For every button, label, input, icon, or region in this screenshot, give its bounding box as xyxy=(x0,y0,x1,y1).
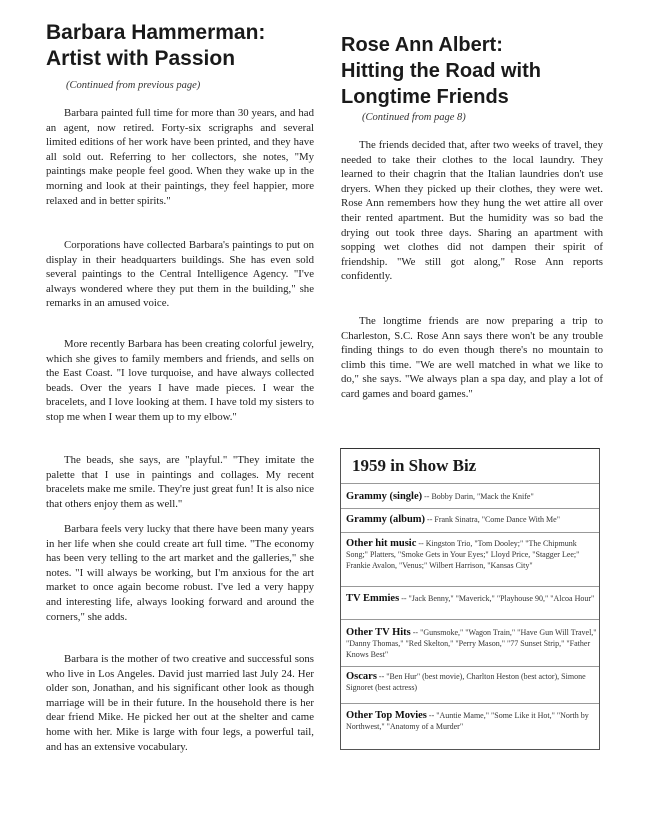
showbiz-item-sep: -- xyxy=(422,492,432,501)
showbiz-title: 1959 in Show Biz xyxy=(352,456,477,475)
showbiz-item-text: Bobby Darin, "Mack the Knife" xyxy=(431,492,534,501)
left-paragraph: Corporations have collected Barbara's paintings to put on display in their headquarters buildings. She has even sold several paintings to the Central Intelligence Agency. "I've always wondered where they put them in the building," she remarks in an amused voice. xyxy=(46,239,314,310)
divider xyxy=(341,619,599,620)
left-paragraph: Barbara painted full time for more than 30 years, and had an agent, now retired. Forty-six scrigraphs and several limited editions of her work have been printed, and they have all sold out. Referring to her collectors, she notes, "My paintings make people feel good. When they wake up in the morning and look at their paintings, they feel happier, more relaxed and in better spirits." xyxy=(46,107,314,207)
divider xyxy=(341,703,599,704)
showbiz-item-head: Grammy (single) xyxy=(346,491,423,502)
divider xyxy=(341,586,599,587)
showbiz-item-sep: -- xyxy=(399,594,409,603)
divider xyxy=(341,666,599,667)
showbiz-item xyxy=(346,491,598,502)
showbiz-item-text: Frank Sinatra, "Come Dance With Me" xyxy=(434,515,560,524)
left-title-line2: Artist with Passion xyxy=(46,47,236,70)
left-paragraph: The beads, she says, are "playful." "They imitate the palette that I use in paintings and collages. My recent bracelets make me smile. They're just great fun! It is also nice that others enjoy them as well." xyxy=(46,454,314,510)
right-paragraph: The friends decided that, after two weeks of travel, they needed to take their clothes to the local laundry. They learned to their chagrin that the Italian laundries don't use dryers. When they picked up their clothes, they were wet. Rose Ann remembers how they hung the wet attire all over their rented apartment. But the humidity was so bad the drying out took three days. Sharing an apartment with sopping wet clothes did not dampen their spirit of friendship. "We still got along," Rose Ann reports confidently. xyxy=(341,139,603,283)
divider xyxy=(341,508,599,509)
divider xyxy=(341,532,599,533)
showbiz-item xyxy=(346,671,598,693)
showbiz-item-sep: -- xyxy=(376,672,387,681)
showbiz-item xyxy=(346,710,598,732)
showbiz-item-head: TV Emmies xyxy=(346,593,400,604)
showbiz-item-text: "Jack Benny," "Maverick," "Playhouse 90," "Alcoa Hour" xyxy=(408,594,595,603)
left-continued-note: (Continued from previous page) xyxy=(66,80,201,91)
showbiz-item-text: "Auntie Mame," "Some Like it Hot," "North by Northwest," "Anatomy of a Murder" xyxy=(346,711,589,731)
showbiz-item-head: Oscars xyxy=(346,671,377,682)
showbiz-item-text: Kingston Trio, "Tom Dooley;" "The Chipmunk Song;" Platters, "Smoke Gets in Your Eyes;" Lloyd Price, "Stagger Lee;" Frankie Avalon, "Venus;" Wilbert Harrison, "Kansas City" xyxy=(346,539,580,570)
showbiz-item-head: Grammy (album) xyxy=(346,514,426,525)
showbiz-item-head: Other hit music xyxy=(346,538,417,549)
left-title-line1: Barbara Hammerman: xyxy=(46,21,266,44)
showbiz-item-sep: -- xyxy=(416,539,426,548)
right-title-line2: Hitting the Road with xyxy=(341,60,541,82)
left-paragraph: Barbara is the mother of two creative and successful sons who live in Los Angeles. David just married last July 24. Her older son, Jonathan, and his significant other look as though marriage will be in their future. In the household there is her dear friend Mike. He picked her out at the shelter and came home with her. Mike is large with four legs, a powerful tail, and has an extensive vocabulary. xyxy=(46,653,314,753)
right-title-line1: Rose Ann Albert: xyxy=(341,34,503,56)
right-continued-note: (Continued from page 8) xyxy=(362,112,466,123)
right-title-line3: Longtime Friends xyxy=(341,86,509,108)
showbiz-item-sep: -- xyxy=(425,515,435,524)
showbiz-item xyxy=(346,514,598,525)
left-paragraph: Barbara feels very lucky that there have been many years in her life when she could create art full time. "The economy has been very telling to the art market and the galleries," she notes. "I will always be working, but I'm anxious for the art market to once again become robust. I've led a very happy and interesting life, always looking forward and around the corners," she adds. xyxy=(46,523,314,623)
showbiz-item-head: Other TV Hits xyxy=(346,627,411,638)
showbiz-item-text: "Ben Hur" (best movie), Charlton Heston (best actor), Simone Signoret (best actress) xyxy=(346,672,586,692)
showbiz-item-text: "Gunsmoke," "Wagon Train," "Have Gun Will Travel," "Danny Thomas," "Red Skelton," "Perry Mason," "77 Sunset Strip," "Father Knows Best" xyxy=(346,628,597,659)
showbiz-item xyxy=(346,593,598,604)
right-paragraph: The longtime friends are now preparing a trip to Charleston, S.C. Rose Ann says there won't be any trouble finding things to do even though there's no mountain to climb this time. "We are well matched in what we like to do," she says. "We always plan a spa day, and play a lot of card games and board games." xyxy=(341,315,603,400)
showbiz-item xyxy=(346,627,598,660)
showbiz-item-head: Other Top Movies xyxy=(346,710,427,721)
divider xyxy=(341,483,599,484)
right-article-title xyxy=(341,32,611,110)
left-article-title xyxy=(46,20,326,72)
left-paragraph: More recently Barbara has been creating colorful jewelry, which she gives to family members and friends, and sells on the East Coast. "I love turquoise, and have always collected beads. Over the years I have made pieces. I wear the bracelets, and I love looking at them. I have told my sisters to stop me when I wear them up to my elbow." xyxy=(46,338,314,423)
showbiz-item xyxy=(346,538,598,571)
showbiz-item-sep: -- xyxy=(410,628,421,637)
showbiz-item-sep: -- xyxy=(426,711,437,720)
